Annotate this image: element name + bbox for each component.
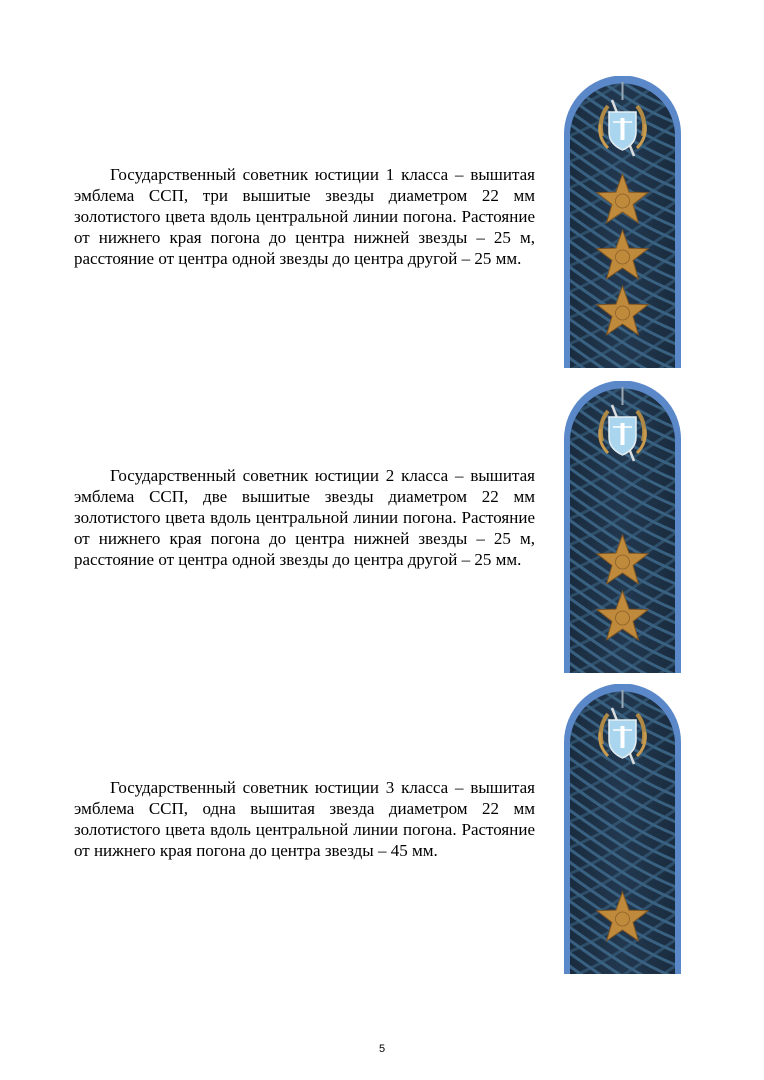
shoulder-board-2-graphic bbox=[564, 381, 681, 673]
rank-description-3: Государственный советник юстиции 3 класса – вышитая эмблема ССП, одна вышитая звезда диаметром 22 мм золотистого цвета вдоль центральной линии погона. Растояние от нижнего края погона до центра звезды – 45 мм. bbox=[74, 778, 535, 860]
shoulder-board-3 bbox=[564, 684, 681, 974]
shoulder-board-1-graphic bbox=[564, 76, 681, 368]
rank-description-1: Государственный советник юстиции 1 класса – вышитая эмблема ССП, три вышитые звезды диаметром 22 мм золотистого цвета вдоль центральной линии погона. Растояние от нижнего края погона до центра нижней звезды – 25 м, расстояние от центра одной звезды до центра другой – 25 мм. bbox=[74, 165, 535, 268]
shoulder-board-3-graphic bbox=[564, 684, 681, 974]
shoulder-board-2 bbox=[564, 381, 681, 673]
shoulder-board-1 bbox=[564, 76, 681, 368]
rank-description-2: Государственный советник юстиции 2 класса – вышитая эмблема ССП, две вышитые звезды диаметром 22 мм золотистого цвета вдоль центральной линии погона. Растояние от нижнего края погона до центра нижней звезды – 25 м, расстояние от центра одной звезды до центра другой – 25 мм. bbox=[74, 466, 535, 569]
page-number: 5 bbox=[378, 1043, 386, 1055]
